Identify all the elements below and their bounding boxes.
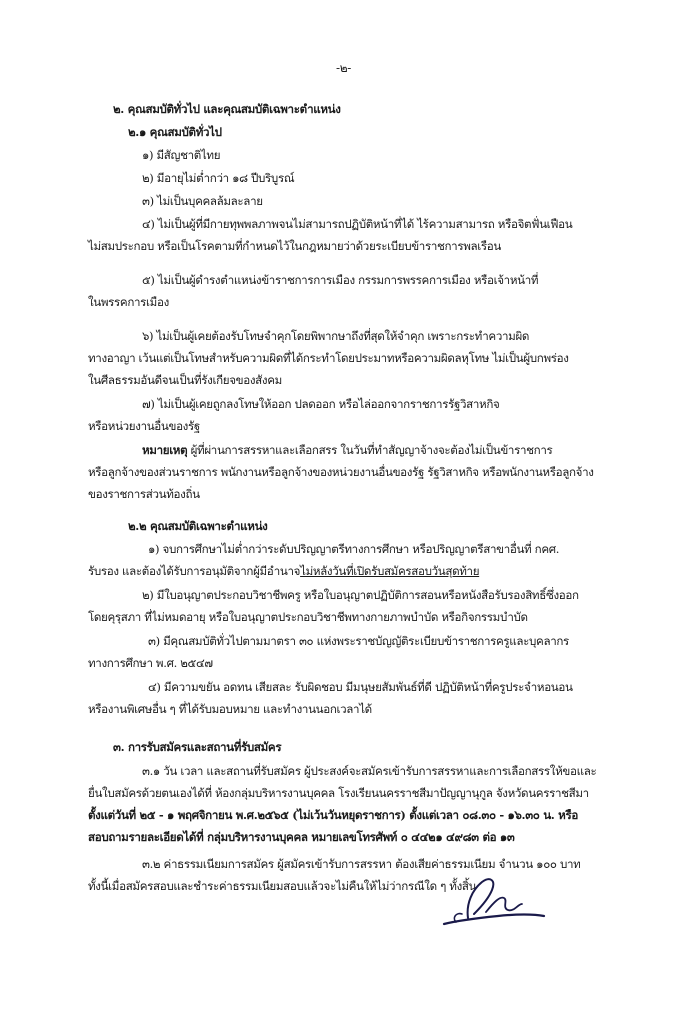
specific-item-3-line-1: ๓) มีคุณสมบัติทั่วไปตามมาตรา ๓๐ แห่งพระราชบัญญัติระเบียบข้าราชการครูและบุคลากร: [148, 634, 569, 648]
qualification-item-6-line-1: ๖) ไม่เป็นผู้เคยต้องรับโทษจำคุกโดยพิพากษาถึงที่สุดให้จำคุก เพราะกระทำความผิด: [142, 329, 530, 343]
specific-item-1-underlined: ไม่หลังวันที่เปิดรับสมัครสอบวันสุดท้าย: [300, 564, 480, 578]
note-line-2: หรือลูกจ้างของส่วนราชการ พนักงานหรือลูกจ้างของหน่วยงานอื่นของรัฐ รัฐวิสาหกิจ หรือพนักงานหรือลูกจ้าง: [88, 465, 594, 479]
qualification-item-5-line-2: ในพรรคการเมือง: [88, 295, 169, 309]
qualification-item-3: ๓) ไม่เป็นบุคคลล้มละลาย: [142, 194, 263, 208]
specific-item-1-line-2: [88, 563, 479, 579]
note-line-3: ของราชการส่วนท้องถิ่น: [88, 487, 200, 501]
note-label: หมายเหตุ: [142, 443, 188, 457]
qualification-item-6-line-3: ในศีลธรรมอันดีจนเป็นที่รังเกียจของสังคม: [88, 373, 282, 387]
qualification-item-7-line-1: ๗) ไม่เป็นผู้เคยถูกลงโทษให้ออก ปลดออก หรือไล่ออกจากราชการรัฐวิสาหกิจ: [142, 397, 500, 411]
qualification-item-1: ๑) มีสัญชาติไทย: [142, 148, 221, 162]
signature-icon: [438, 874, 548, 932]
specific-item-3-line-2: ทางการศึกษา พ.ศ. ๒๕๔๗: [88, 656, 213, 670]
qualification-item-7-line-2: หรือหน่วยงานอื่นของรัฐ: [88, 419, 200, 433]
section-2-heading: ๒. คุณสมบัติทั่วไป และคุณสมบัติเฉพาะตำแหน่ง: [113, 102, 341, 116]
specific-item-4-line-2: หรืองานพิเศษอื่น ๆ ที่ได้รับมอบหมาย และทำงานนอกเวลาได้: [88, 702, 372, 716]
qualification-item-4-line-2: ไม่สมประกอบ หรือเป็นโรคตามที่กำหนดไว้ในกฎหมายว่าด้วยระเบียบข้าราชการพลเรือน: [88, 239, 501, 253]
qualification-item-5-line-1: ๕) ไม่เป็นผู้ดำรงตำแหน่งข้าราชการการเมือง กรรมการพรรคการเมือง หรือเจ้าหน้าที่: [142, 273, 539, 287]
para-3-1-line-1: ๓.๑ วัน เวลา และสถานที่รับสมัคร ผู้ประสงค์จะสมัครเข้ารับการสรรหาและการเลือกสรรให้ขอและ: [142, 764, 597, 778]
section-2-1-heading: ๒.๑ คุณสมบัติทั่วไป: [128, 125, 222, 139]
qualification-item-4-line-1: ๔) ไม่เป็นผู้ที่มีกายทุพพลภาพจนไม่สามารถปฏิบัติหน้าที่ได้ ไร้ความสามารถ หรือจิตฟั่นเฟือน: [142, 217, 573, 231]
specific-item-1-line-1: ๑) จบการศึกษาไม่ต่ำกว่าระดับปริญญาตรีทางการศึกษา หรือปริญญาตรีสาขาอื่นที่ กคศ.: [148, 542, 560, 556]
qualification-item-6-line-2: ทางอาญา เว้นแต่เป็นโทษสำหรับความผิดที่ได้กระทำโดยประมาทหรือความผิดลหุโทษ ไม่เป็นผู้บกพร่อง: [88, 351, 569, 365]
section-2-2-heading: ๒.๒ คุณสมบัติเฉพาะตำแหน่ง: [128, 519, 268, 533]
specific-item-1-text: รับรอง และต้องได้รับการอนุมัติจากผู้มีอำนาจ: [88, 564, 301, 578]
section-3-heading: ๓. การรับสมัครและสถานที่รับสมัคร: [113, 740, 282, 754]
para-3-1-line-4: สอบถามรายละเอียดได้ที่ กลุ่มบริหารงานบุคคล หมายเลขโทรศัพท์ ๐ ๔๔๒๑ ๔๙๘๓ ต่อ ๑๓: [88, 830, 515, 844]
note-line-1: [142, 442, 552, 458]
para-3-2-line-1: ๓.๒ ค่าธรรมเนียมการสมัคร ผู้สมัครเข้ารับการสรรหา ต้องเสียค่าธรรมเนียม จำนวน ๑๐๐ บาท: [142, 857, 581, 871]
specific-item-4-line-1: ๔) มีความขยัน อดทน เสียสละ รับผิดชอบ มีมนุษยสัมพันธ์ที่ดี ปฏิบัติหน้าที่ครูประจำหอนอน: [148, 680, 573, 694]
specific-item-2-line-2: โดยคุรุสภา ที่ไม่หมดอายุ หรือใบอนุญาตประกอบวิชาชีพทางกายภาพบำบัด หรือกิจกรรมบำบัด: [88, 610, 528, 624]
para-3-1-line-3: ตั้งแต่วันที่ ๒๕ - ๑ พฤศจิกายน พ.ศ.๒๕๖๕ (ไม่เว้นวันหยุดราชการ) ตั้งแต่เวลา ๐๘.๓๐ - ๑๖.๓๐ น. หรือ: [88, 808, 578, 822]
para-3-1-line-2: ยื่นใบสมัครด้วยตนเองได้ที่ ห้องกลุ่มบริหารงานบุคคล โรงเรียนนครราชสีมาปัญญานุกูล จังหวัดนครราชสีมา: [88, 786, 589, 800]
qualification-item-2: ๒) มีอายุไม่ต่ำกว่า ๑๘ ปีบริบูรณ์: [142, 171, 295, 185]
note-text: ผู้ที่ผ่านการสรรหาและเลือกสรร ในวันที่ทำสัญญาจ้างจะต้องไม่เป็นข้าราชการ: [187, 443, 553, 457]
para-3-2-line-2: ทั้งนี้เมื่อสมัครสอบและชำระค่าธรรมเนียมสอบแล้วจะไม่คืนให้ไม่ว่ากรณีใด ๆ ทั้งสิ้น: [88, 879, 477, 893]
specific-item-2-line-1: ๒) มีใบอนุญาตประกอบวิชาชีพครู หรือใบอนุญาตปฏิบัติการสอนหรือหนังสือรับรองสิทธิ์ซึ่งออก: [142, 588, 579, 602]
page-number: -๒-: [336, 61, 351, 75]
